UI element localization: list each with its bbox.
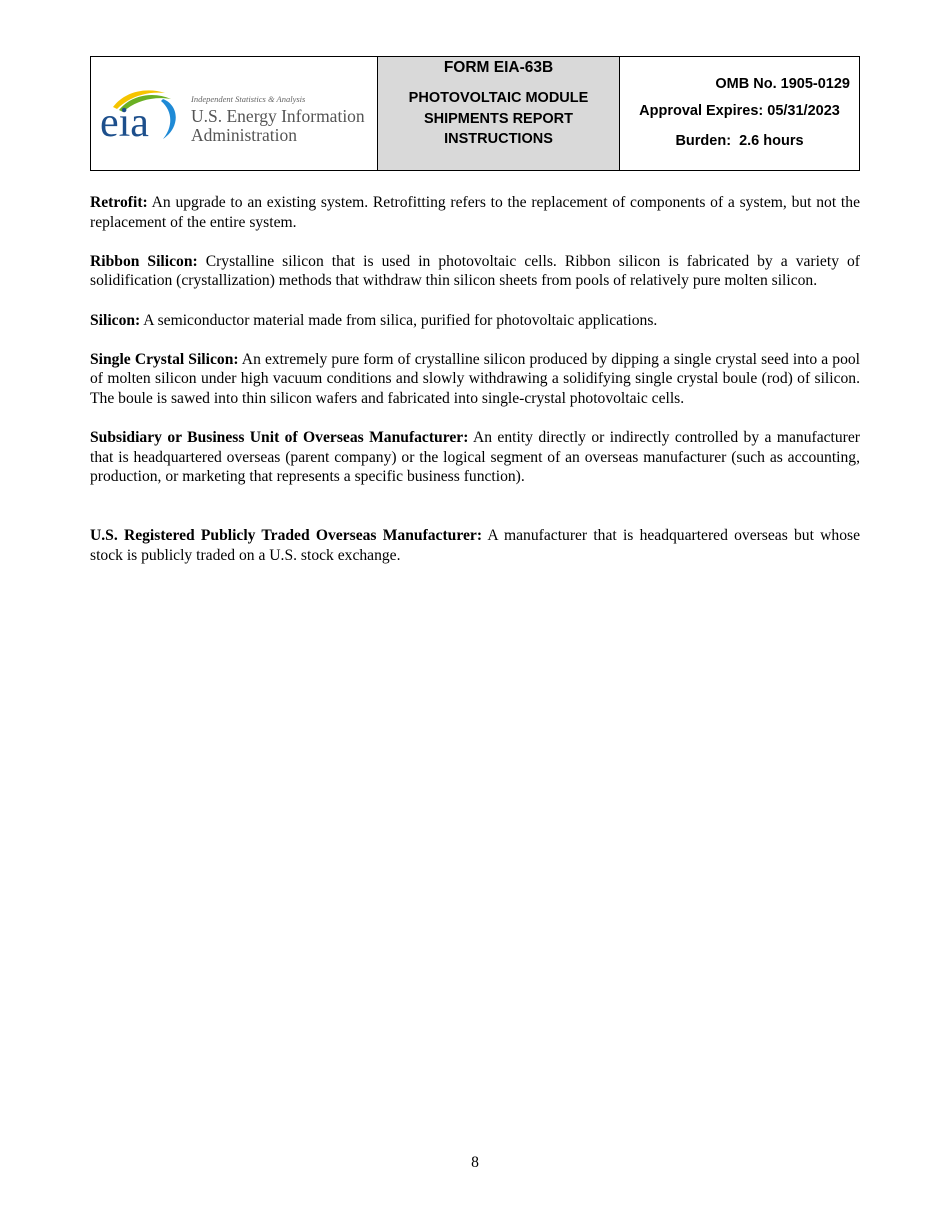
logo-swoosh-blue	[161, 99, 176, 139]
definition-term: Retrofit:	[90, 194, 148, 211]
form-title-cell	[378, 57, 620, 170]
definition-text: A manufacturer that is headquartered overseas but whose stock is publicly traded on a U.S. stock exchange.	[90, 526, 860, 564]
definition-term: Ribbon Silicon:	[90, 252, 198, 270]
omb-info-cell	[620, 57, 859, 170]
definitions-list	[90, 193, 860, 585]
logo-name-line2: Administration	[191, 124, 297, 145]
form-title: PHOTOVOLTAIC MODULE SHIPMENTS REPORT INSTRUCTIONS	[408, 90, 589, 147]
definition-term: Silicon:	[90, 311, 141, 329]
eia-logo	[91, 57, 378, 170]
definition-text: Crystalline silicon that is used in photovoltaic cells. Ribbon silicon is fabricated by a variety of solidification (crystallization) methods that withdraw thin silicon sheets from pools of relatively pure molten silicon.	[90, 252, 860, 290]
definition-text: An upgrade to an existing system. Retrofitting refers to the replacement of components of a system, but not the replacement of the entire system.	[90, 194, 860, 231]
definition-silicon	[90, 311, 860, 331]
form-id: FORM EIA-63B	[443, 59, 554, 76]
omb-number: OMB No. 1905-0129	[715, 76, 850, 92]
logo-tagline: Independent Statistics & Analysis	[191, 94, 306, 104]
page-number: 8	[471, 1154, 479, 1171]
definition-us-registered-publicly-traded	[90, 526, 860, 565]
definition-ribbon-silicon	[90, 252, 860, 291]
logo-mark-text: eia	[100, 100, 149, 145]
definition-single-crystal-silicon	[90, 350, 860, 409]
burden-hours: Burden: 2.6 hours	[675, 133, 804, 149]
definition-term: Subsidiary or Business Unit of Overseas Manufacturer:	[90, 429, 469, 447]
definition-term: Single Crystal Silicon:	[90, 350, 239, 368]
eia-logo-mark	[99, 85, 179, 145]
definition-text: An extremely pure form of crystalline silicon produced by dipping a single crystal seed into a pool of molten silicon under high vacuum conditions and slowly withdrawing a solidifying single crystal boule (rod) of silicon. The boule is sawed into thin silicon wafers and fabricated into single-crystal photovoltaic cells.	[90, 350, 860, 407]
definition-subsidiary-overseas-manufacturer	[90, 428, 860, 487]
logo-text	[191, 95, 365, 145]
definition-text: A semiconductor material made from silica, purified for photovoltaic applications.	[140, 311, 658, 329]
definition-term: U.S. Registered Publicly Traded Overseas Manufacturer:	[90, 526, 483, 544]
form-header	[90, 56, 860, 171]
definition-text: An entity directly or indirectly controlled by a manufacturer that is headquartered overseas (parent company) or the logical segment of an overseas manufacturer (such as accounting, production, or marketing that represents a specific business function).	[90, 429, 860, 486]
approval-expires: Approval Expires: 05/31/2023	[639, 103, 840, 119]
definition-retrofit	[90, 193, 860, 232]
logo-name-line1: U.S. Energy Information	[191, 105, 365, 126]
